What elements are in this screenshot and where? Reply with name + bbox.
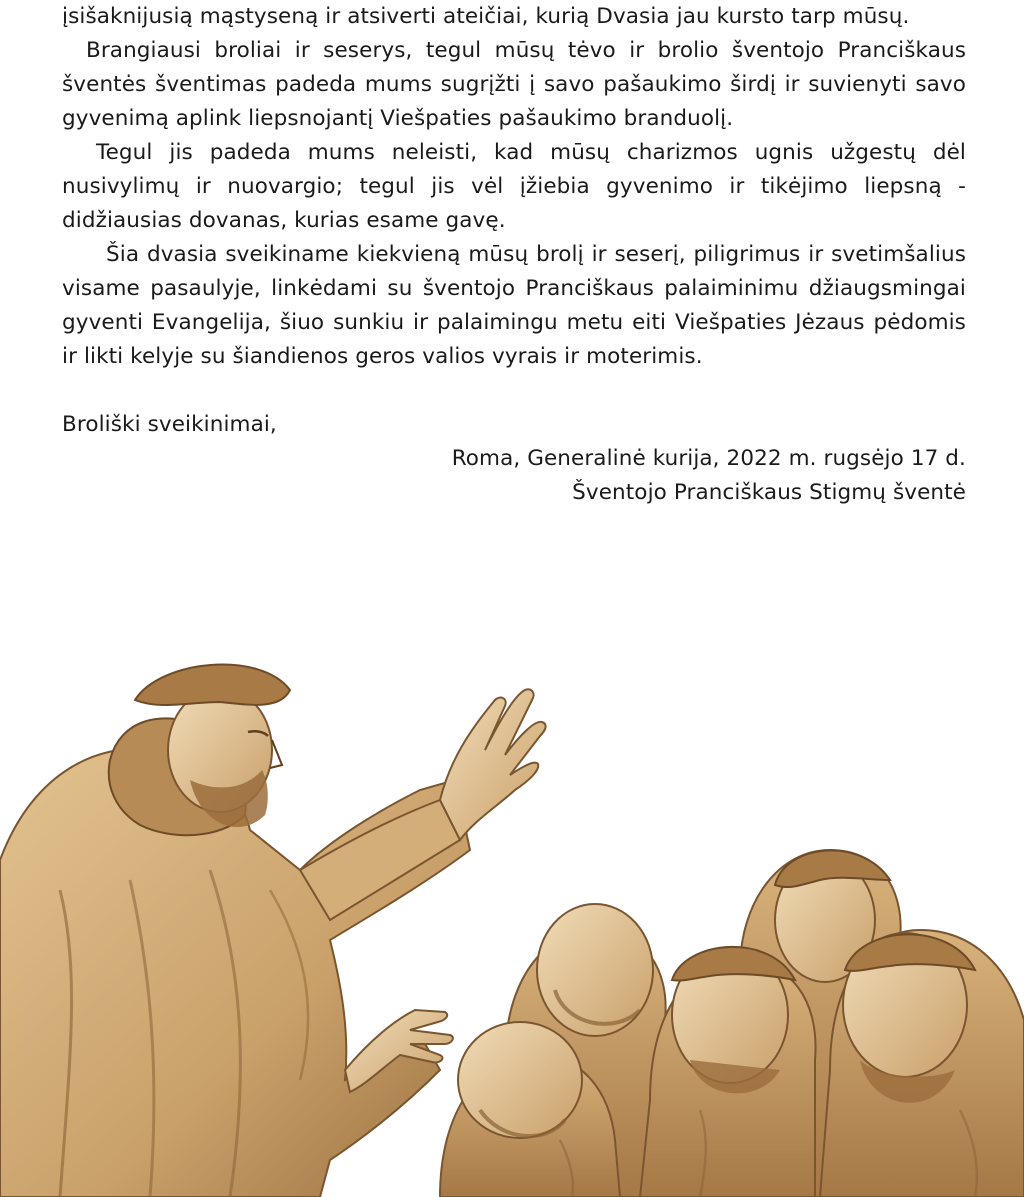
saint-francis-preaching-illustration bbox=[0, 640, 1024, 1197]
letter-body bbox=[62, 0, 966, 510]
place-date-line: Roma, Generalinė kurija, 2022 m. rugsėjo 17 d. bbox=[451, 446, 966, 471]
paragraph-greetings: Šia dvasia sveikiname kiekvieną mūsų brolį ir seserį, piligrimus ir svetimšalius visame pasaulyje, linkėdami su šventojo Pranciškaus palaiminimu džiaugsmingai gyventi Evangelija, šiuo sunkiu ir palaimingu metu eiti Viešpaties Jėzaus pėdomis ir likti kelyje su šiandienos geros valios vyrais ir moterimis. bbox=[62, 242, 966, 369]
paragraph-continuation: įsišaknijusią mąstyseną ir atsiverti ateičiai, kurią Dvasia jau kursto tarp mūsų. bbox=[62, 4, 910, 29]
paragraph-charism: Tegul jis padeda mums neleisti, kad mūsų charizmos ugnis užgestų dėl nusivylimų ir nuovargio; tegul jis vėl įžiebia gyvenimo ir tikėjimo liepsną - didžiausias dovanas, kurias esame gavę. bbox=[62, 140, 966, 233]
greeting-line: Broliški sveikinimai, bbox=[62, 412, 277, 437]
feast-line: Šventojo Pranciškaus Stigmų šventė bbox=[572, 480, 966, 505]
friars-group bbox=[440, 850, 1024, 1197]
paragraph-brothers-sisters: Brangiausi broliai ir seserys, tegul mūsų tėvo ir brolio šventojo Pranciškaus šventės šventimas padeda mums sugrįžti į savo pašaukimo širdį ir suvienyti savo gyvenimą aplink liepsnojantį Viešpaties pašaukimo branduolį. bbox=[62, 38, 966, 131]
